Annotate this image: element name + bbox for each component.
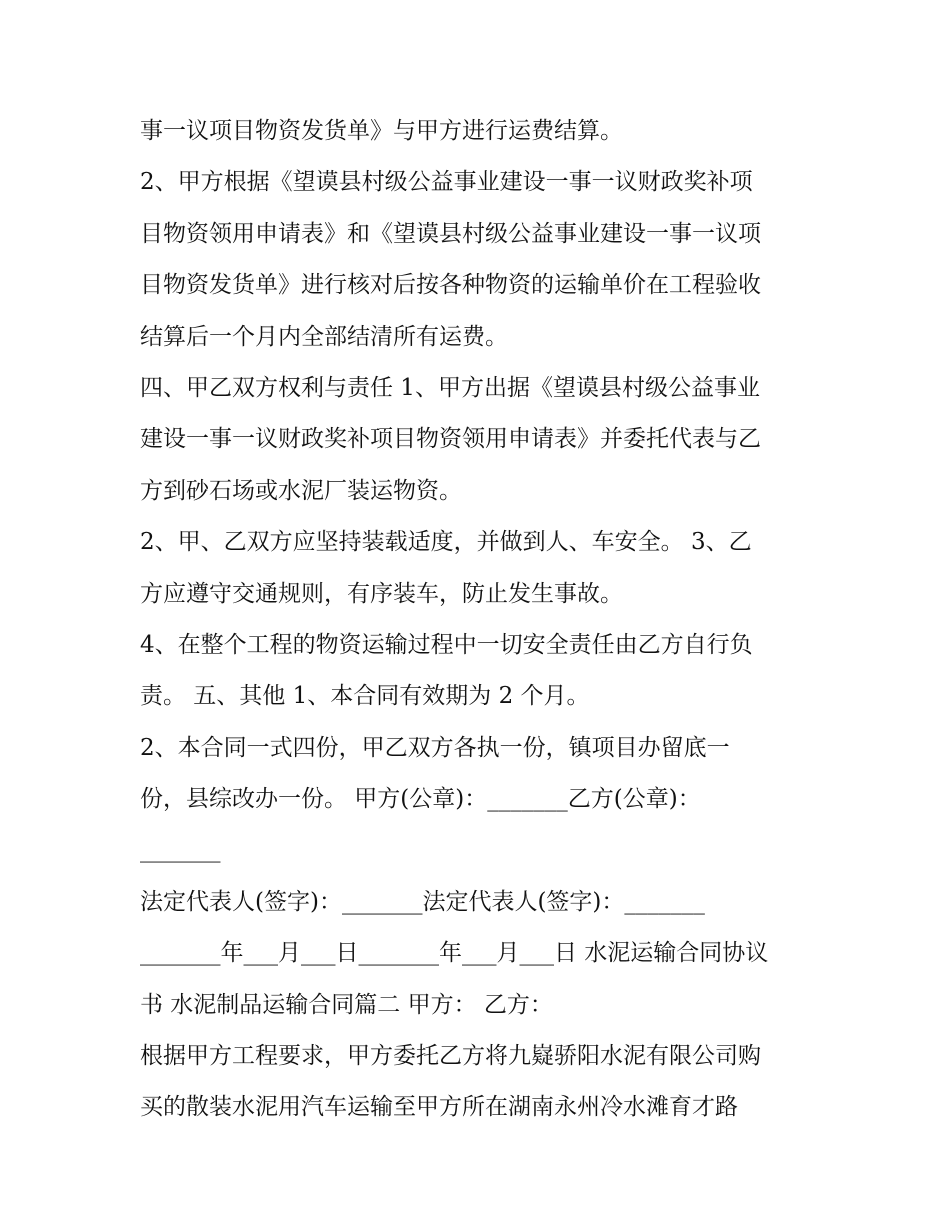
text-line: 事一议项目物资发货单》与甲方进行运费结算。	[140, 118, 623, 144]
text-line: 责。 五、其他 1、本合同有效期为 2 个月。	[140, 683, 590, 710]
text-line: 方应遵守交通规则，有序装车，防止发生事故。	[140, 580, 623, 607]
text-line: 2、本合同一式四份，甲乙双方各执一份，镇项目办留底一	[140, 734, 730, 761]
text-line: 根据甲方工程要求，甲方委托乙方将九嶷骄阳水泥有限公司购	[140, 1043, 761, 1070]
text-line: 建设一事一议财政奖补项目物资领用申请表》并委托代表与乙	[140, 426, 761, 453]
text-line: 四、甲乙双方权利与责任 1、甲方出据《望谟县村级公益事业	[140, 374, 760, 401]
text-line: _______年___月___日_______年___月___日 水泥运输合同协议	[140, 940, 769, 967]
text-line: 2、甲、乙双方应坚持装载适度，并做到人、车安全。 3、乙	[140, 529, 752, 556]
text-line: 法定代表人(签字)：_______法定代表人(签字)：_______	[140, 888, 705, 915]
text-line: 目物资领用申请表》和《望谟县村级公益事业建设一事一议项	[140, 220, 761, 247]
text-line: 结算后一个月内全部结清所有运费。	[140, 323, 508, 350]
text-line: 2、甲方根据《望谟县村级公益事业建设一事一议财政奖补项	[140, 169, 753, 196]
text-line: 买的散装水泥用汽车运输至甲方所在湖南永州冷水滩育才路	[140, 1094, 738, 1121]
text-line: 4、在整个工程的物资运输过程中一切安全责任由乙方自行负	[140, 631, 753, 658]
text-line: 目物资发货单》进行核对后按各种物资的运输单价在工程验收	[140, 272, 761, 299]
text-line: 方到砂石场或水泥厂装运物资。	[140, 477, 462, 504]
text-line: 份，县综改办一份。 甲方(公章)：_______乙方(公章)：	[140, 786, 701, 813]
text-line: _______	[140, 837, 221, 864]
document-body	[140, 106, 820, 1134]
text-line: 书 水泥制品运输合同篇二 甲方： 乙方：	[140, 991, 553, 1018]
